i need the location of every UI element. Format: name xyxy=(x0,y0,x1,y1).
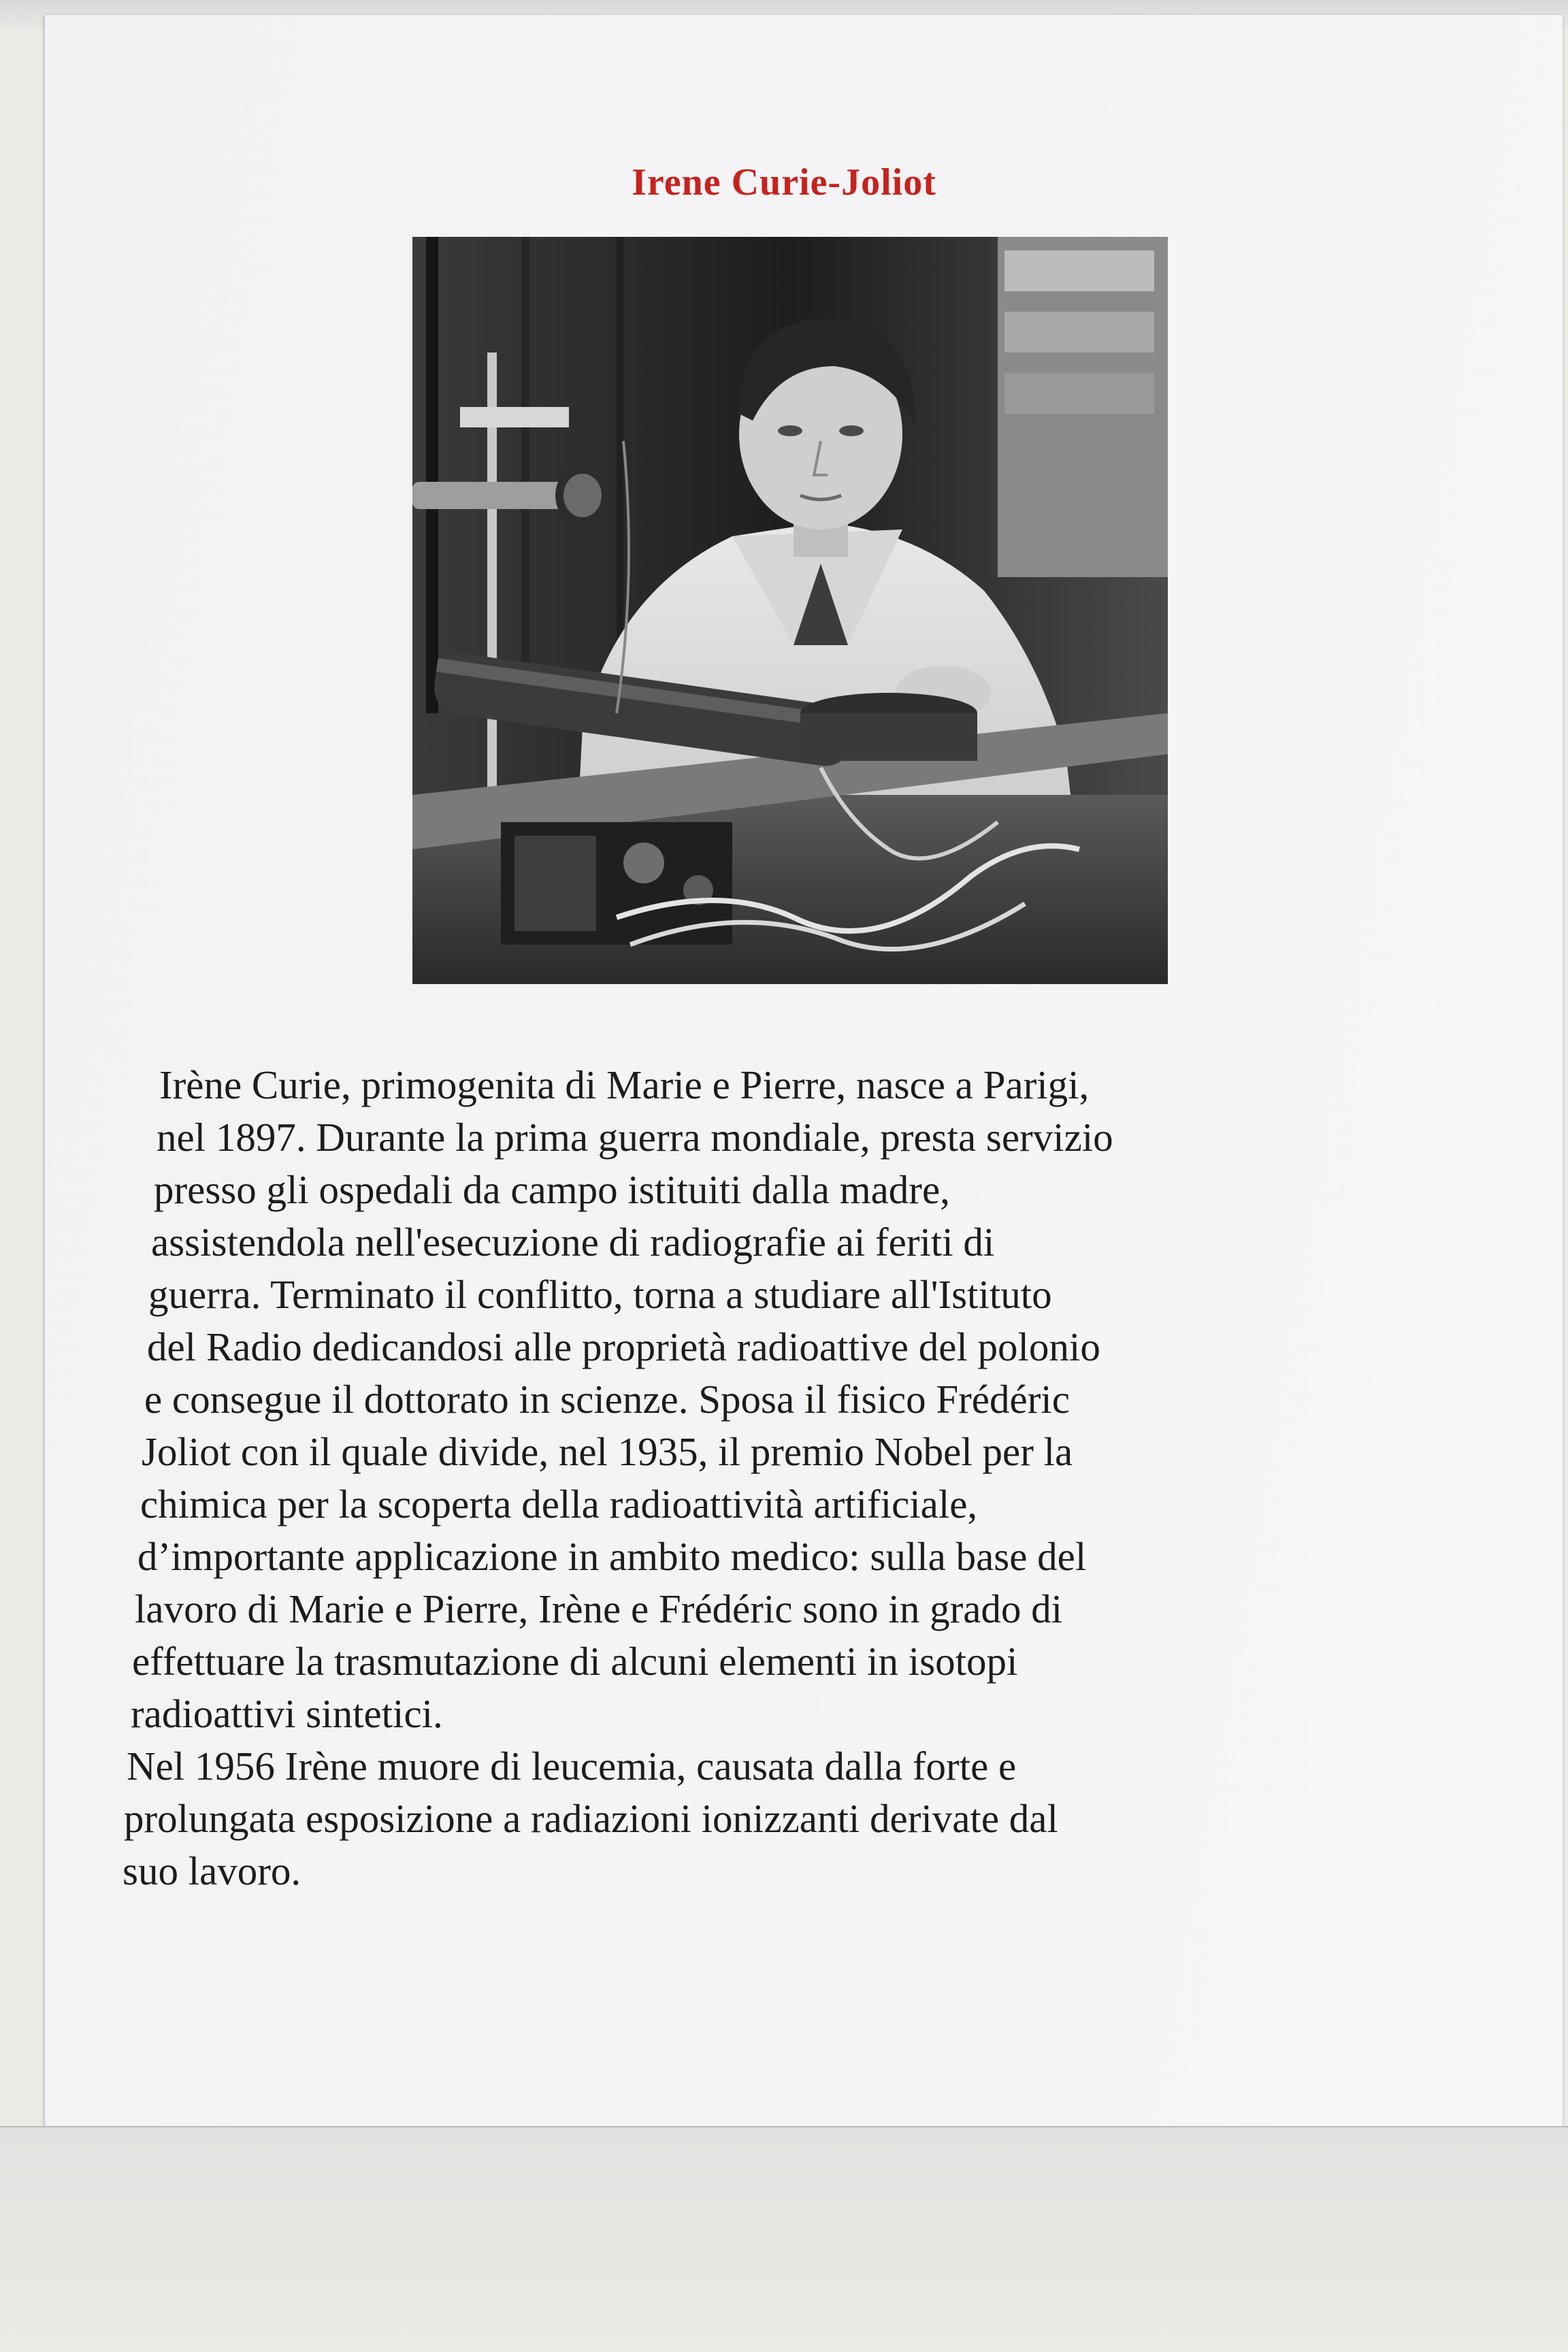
biography-line: e consegue il dottorato in scienze. Sposa il fisico Frédéric xyxy=(144,1377,1070,1422)
biography-line: suo lavoro. xyxy=(122,1848,301,1893)
biography-line: assistendola nell'esecuzione di radiografie ai feriti di xyxy=(151,1220,995,1264)
biography-line: presso gli ospedali da campo istituiti dalla madre, xyxy=(154,1167,950,1212)
biography-line: nel 1897. Durante la prima guerra mondiale, presta servizio xyxy=(157,1115,1113,1160)
biography-line: guerra. Terminato il conflitto, torna a studiare all'Istituto xyxy=(148,1272,1052,1317)
biography-line: d’importante applicazione in ambito medico: sulla base del xyxy=(137,1534,1087,1579)
wall-background-bottom xyxy=(0,2127,1568,2352)
poster-title: Irene Curie-Joliot xyxy=(632,161,936,203)
biography-line: chimica per la scoperta della radioattività artificiale, xyxy=(140,1482,978,1526)
portrait-photo xyxy=(412,237,1168,984)
biography-line: del Radio dedicandosi alle proprietà radioattive del polonio xyxy=(147,1324,1100,1369)
biography-text xyxy=(122,1059,1470,1897)
biography-line: Joliot con il quale divide, nel 1935, il premio Nobel per la xyxy=(142,1429,1073,1474)
biography-line: radioattivi sintetici. xyxy=(131,1691,443,1736)
biography-line: Irène Curie, primogenita di Marie e Pierre, nasce a Parigi, xyxy=(159,1062,1090,1107)
portrait-illustration xyxy=(412,237,1168,984)
biography-line: effettuare la trasmutazione di alcuni elementi in isotopi xyxy=(132,1639,1018,1684)
biography-line: prolungata esposizione a radiazioni ionizzanti derivate dal xyxy=(124,1796,1058,1841)
biography-line: lavoro di Marie e Pierre, Irène e Frédéric sono in grado di xyxy=(135,1586,1063,1631)
biography-line: Nel 1956 Irène muore di leucemia, causata dalla forte e xyxy=(127,1744,1017,1788)
